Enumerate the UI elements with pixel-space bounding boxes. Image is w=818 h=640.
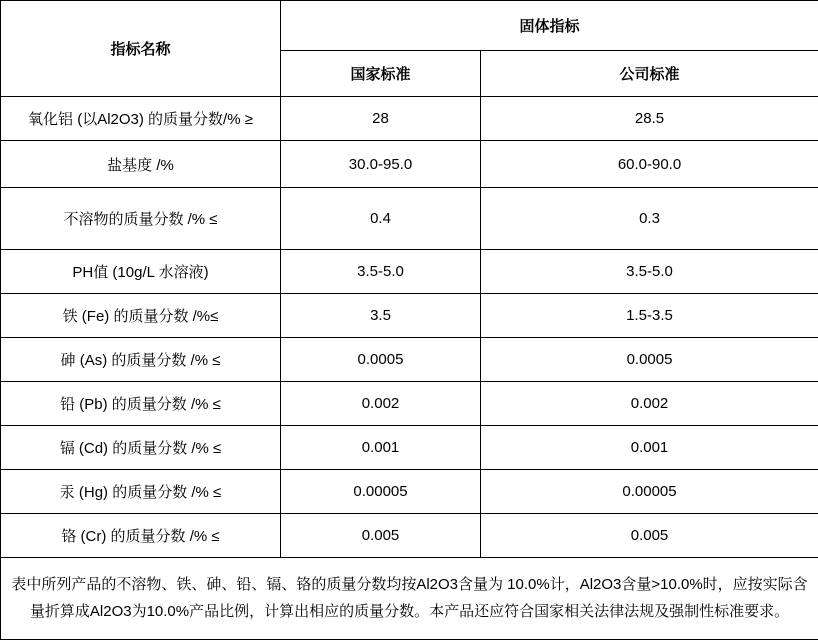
header-row-group — [1, 1, 818, 51]
header-company-standard: 公司标准 — [481, 51, 818, 97]
row-label: 汞 (Hg) 的质量分数 /% ≤ — [1, 470, 281, 514]
national-value: 0.001 — [281, 426, 481, 470]
company-value: 0.0005 — [481, 338, 818, 382]
company-value: 0.005 — [481, 514, 818, 558]
table-row — [1, 141, 818, 188]
company-value: 3.5-5.0 — [481, 250, 818, 294]
row-label: 盐基度 /% — [1, 141, 281, 188]
table-row — [1, 97, 818, 141]
national-value: 0.00005 — [281, 470, 481, 514]
national-value: 28 — [281, 97, 481, 141]
company-value: 0.3 — [481, 188, 818, 250]
table-header — [1, 1, 818, 97]
national-value: 0.002 — [281, 382, 481, 426]
national-value: 30.0-95.0 — [281, 141, 481, 188]
row-label: 铁 (Fe) 的质量分数 /%≤ — [1, 294, 281, 338]
table-row — [1, 470, 818, 514]
header-national-standard: 国家标准 — [281, 51, 481, 97]
row-label: PH值 (10g/L 水溶液) — [1, 250, 281, 294]
footnote-text: 表中所列产品的不溶物、铁、砷、铅、镉、铬的质量分数均按Al2O3含量为 10.0%计，Al2O3含量>10.0%时，应按实际含量折算成Al2O3为10.0%产品比例，计算出相应的质量分数。本产品还应符合国家相关法律法规及强制性标准要求。 — [1, 558, 818, 640]
company-value: 1.5-3.5 — [481, 294, 818, 338]
national-value: 0.005 — [281, 514, 481, 558]
table-footer — [1, 558, 818, 640]
header-indicator-name: 指标名称 — [1, 1, 281, 97]
company-value: 60.0-90.0 — [481, 141, 818, 188]
table-row — [1, 514, 818, 558]
footnote-row — [1, 558, 818, 640]
national-value: 0.0005 — [281, 338, 481, 382]
row-label: 氧化铝 (以Al2O3) 的质量分数/% ≥ — [1, 97, 281, 141]
table-row — [1, 338, 818, 382]
table-row — [1, 294, 818, 338]
national-value: 3.5-5.0 — [281, 250, 481, 294]
row-label: 砷 (As) 的质量分数 /% ≤ — [1, 338, 281, 382]
table-row — [1, 426, 818, 470]
table-row — [1, 250, 818, 294]
national-value: 0.4 — [281, 188, 481, 250]
table-row — [1, 382, 818, 426]
row-label: 不溶物的质量分数 /% ≤ — [1, 188, 281, 250]
header-group-title: 固体指标 — [281, 1, 818, 51]
row-label: 铬 (Cr) 的质量分数 /% ≤ — [1, 514, 281, 558]
company-value: 0.001 — [481, 426, 818, 470]
company-value: 0.002 — [481, 382, 818, 426]
table-body — [1, 97, 818, 558]
national-value: 3.5 — [281, 294, 481, 338]
row-label: 铅 (Pb) 的质量分数 /% ≤ — [1, 382, 281, 426]
table-row — [1, 188, 818, 250]
company-value: 0.00005 — [481, 470, 818, 514]
row-label: 镉 (Cd) 的质量分数 /% ≤ — [1, 426, 281, 470]
company-value: 28.5 — [481, 97, 818, 141]
